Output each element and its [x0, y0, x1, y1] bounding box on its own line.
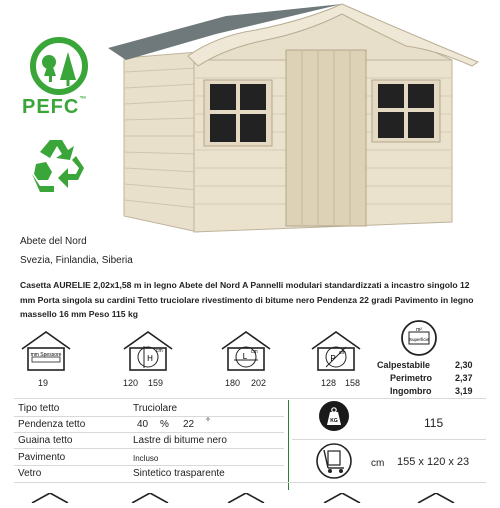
house-icon: [130, 490, 170, 500]
thickness-icon: [18, 329, 74, 373]
divider: [14, 432, 284, 433]
roof-slope-label: Pendenza tetto: [18, 419, 86, 430]
floor-value: Incluso: [133, 454, 159, 463]
package-dimensions: 155 x 120 x 23: [397, 456, 470, 468]
wood-type: Abete del Nord: [20, 236, 87, 247]
surface-value-perimetro: 2,37: [455, 373, 473, 383]
house-icon: [30, 490, 70, 500]
height-icon: [120, 329, 176, 373]
divider: [292, 439, 486, 440]
divider: [14, 448, 284, 449]
origin-countries: Svezia, Finlandia, Siberia: [20, 255, 133, 266]
surface-label-perimetro: Perimetro: [390, 373, 433, 383]
divider: [288, 400, 289, 490]
depth-value-min: 128: [321, 378, 337, 388]
length-value-max: 202: [251, 378, 267, 388]
roof-slope-percent: 40: [137, 419, 149, 430]
surface-value-ingombro: 3,19: [455, 386, 473, 396]
divider: [14, 465, 284, 466]
svg-text:KG: KG: [330, 418, 338, 424]
surface-icon: [400, 318, 438, 358]
svg-text:L: L: [242, 352, 248, 361]
depth-value-max: 158: [345, 378, 361, 388]
roof-sheath-label: Guaina tetto: [18, 435, 73, 446]
divider: [14, 416, 284, 417]
divider: [14, 482, 486, 483]
floor-label: Pavimento: [18, 452, 66, 463]
roof-type-label: Tipo tetto: [18, 403, 60, 414]
package-cart-icon: [314, 442, 354, 480]
surface-label-ingombro: Ingombro: [390, 386, 432, 396]
thickness-value: 19: [38, 378, 49, 388]
house-icon: [226, 490, 266, 500]
height-value-max: 159: [148, 378, 164, 388]
recycle-icon: [28, 134, 92, 194]
svg-text:H: H: [147, 354, 153, 363]
svg-text:m²: m²: [416, 327, 422, 333]
glass-label: Vetro: [18, 468, 42, 479]
divider: [14, 398, 486, 399]
house-image: [106, 0, 486, 235]
length-value-min: 180: [225, 378, 241, 388]
height-value-min: 120: [123, 378, 139, 388]
roof-slope-degrees: 22: [183, 419, 195, 430]
depth-icon: [308, 329, 364, 373]
package-unit: cm: [371, 458, 385, 469]
svg-text:Superficie: Superficie: [408, 337, 430, 342]
roof-type-value: Truciolare: [133, 403, 178, 414]
svg-text:cm: cm: [156, 348, 163, 354]
surface-value-calpestabile: 2,30: [455, 360, 473, 370]
roof-slope-percent-sign: %: [160, 419, 169, 430]
roof-sheath-value: Lastre di bitume nero: [133, 435, 227, 446]
weight-value: 115: [424, 416, 444, 430]
pefc-label: PEFC™: [22, 96, 88, 118]
length-icon: [218, 329, 274, 373]
roof-slope-degree-sign: °: [206, 417, 210, 428]
house-icon: [416, 490, 456, 500]
surface-label-calpestabile: Calpestabile: [377, 360, 431, 370]
weight-icon: [318, 399, 350, 433]
svg-text:P: P: [330, 354, 336, 363]
svg-text:cm: cm: [339, 350, 346, 356]
svg-text:mm Spessore: mm Spessore: [30, 352, 62, 358]
svg-text:cm: cm: [251, 349, 258, 355]
glass-value: Sintetico trasparente: [133, 468, 225, 479]
house-icon: [322, 490, 362, 500]
product-description: Casetta AURELIE 2,02x1,58 m in legno Abete del Nord A Pannelli modulari standardizzati a incastro singolo 12 mm Porta singola su cardini Tetto truciolare rivestimento di bitume nero Pendenza 22 gradi Pavimento in legno massello 16 mm Peso 115 kg: [20, 280, 474, 319]
pefc-logo: [16, 36, 102, 122]
